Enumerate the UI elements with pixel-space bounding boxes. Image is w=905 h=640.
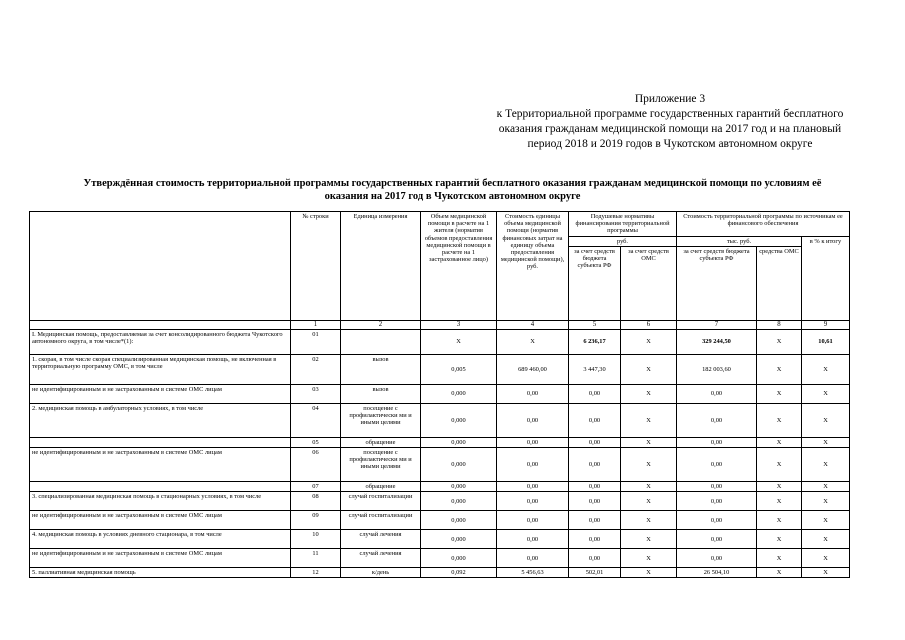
- header-program-cost: Стоимость территориальной программы по источникам ее финансового обеспечения: [677, 212, 850, 237]
- row-name: не идентифицированным и не застрахованным в системе ОМС лицам: [30, 511, 291, 530]
- table-row: [30, 403, 850, 437]
- row-name: 5. паллиативная медицинская помощь: [30, 568, 291, 578]
- document-title: [20, 177, 885, 203]
- table-row: [30, 482, 850, 492]
- row-pc-oms: X: [621, 492, 677, 511]
- row-pc-budget: 502,01: [569, 568, 621, 578]
- appendix-block: [420, 92, 905, 152]
- row-cost: 0,00: [497, 403, 569, 437]
- column-number: 3: [421, 320, 497, 329]
- row-pr-budget: 329 244,50: [677, 329, 757, 354]
- row-vol: 0,000: [421, 511, 497, 530]
- row-unit: случай госпитализации: [341, 511, 421, 530]
- row-name: не идентифицированным и не застрахованным в системе ОМС лицам: [30, 448, 291, 482]
- row-pct: X: [802, 403, 850, 437]
- row-pr-budget: 0,00: [677, 384, 757, 403]
- row-name: не идентифицированным и не застрахованным в системе ОМС лицам: [30, 549, 291, 568]
- row-pc-oms: X: [621, 568, 677, 578]
- column-number: 9: [802, 320, 850, 329]
- table-row: [30, 384, 850, 403]
- row-unit: вызов: [341, 354, 421, 384]
- row-number: 11: [291, 549, 341, 568]
- row-pr-oms: X: [757, 384, 802, 403]
- row-pct: X: [802, 492, 850, 511]
- row-pr-oms: X: [757, 492, 802, 511]
- row-number: 09: [291, 511, 341, 530]
- row-name: 1. скорая, в том числе скорая специализированная медицинская помощь, не включенная в территориальную программу ОМС, в том числе: [30, 354, 291, 384]
- row-pc-budget: 6 236,17: [569, 329, 621, 354]
- table-row: [30, 549, 850, 568]
- header-per-capita-budget: за счет средств бюджета субъекта РФ: [569, 246, 621, 320]
- row-pr-budget: 26 504,10: [677, 568, 757, 578]
- row-cost: 5 456,63: [497, 568, 569, 578]
- row-pr-budget: 0,00: [677, 437, 757, 447]
- row-pc-budget: 3 447,30: [569, 354, 621, 384]
- table-row: [30, 568, 850, 578]
- appendix-line-2: к Территориальной программе государственных гарантий бесплатного: [496, 108, 844, 120]
- header-rub: руб.: [569, 236, 677, 246]
- row-pr-oms: X: [757, 530, 802, 549]
- header-program-budget: за счет средств бюджета субъекта РФ: [677, 246, 757, 320]
- row-pr-oms: X: [757, 329, 802, 354]
- column-number: 2: [341, 320, 421, 329]
- row-unit: посещение с профилактически ми и иными целями: [341, 403, 421, 437]
- row-pct: X: [802, 354, 850, 384]
- row-vol: 0,000: [421, 482, 497, 492]
- row-vol: 0,000: [421, 448, 497, 482]
- row-pr-oms: X: [757, 403, 802, 437]
- row-pr-budget: 0,00: [677, 448, 757, 482]
- row-number: 01: [291, 329, 341, 354]
- appendix-line-3: оказания гражданам медицинской помощи на 2017 год и на плановый: [498, 123, 842, 135]
- row-pc-oms: X: [621, 354, 677, 384]
- row-number: 12: [291, 568, 341, 578]
- column-number-row: [30, 320, 850, 329]
- row-number: 02: [291, 354, 341, 384]
- row-pc-budget: 0,00: [569, 403, 621, 437]
- row-vol: X: [421, 329, 497, 354]
- row-pct: X: [802, 448, 850, 482]
- row-pct: X: [802, 511, 850, 530]
- row-pc-oms: X: [621, 530, 677, 549]
- row-unit: посещение с профилактически ми и иными целями: [341, 448, 421, 482]
- row-pct: 10,61: [802, 329, 850, 354]
- column-number: 1: [291, 320, 341, 329]
- row-number: 07: [291, 482, 341, 492]
- row-vol: 0,000: [421, 437, 497, 447]
- column-number: 5: [569, 320, 621, 329]
- appendix-line-4: период 2018 и 2019 годов в Чукотском автономном округе: [527, 138, 813, 150]
- row-cost: 689 460,00: [497, 354, 569, 384]
- row-cost: 0,00: [497, 482, 569, 492]
- header-program-oms: средства ОМС: [757, 246, 802, 320]
- row-pr-oms: X: [757, 549, 802, 568]
- row-pc-oms: X: [621, 448, 677, 482]
- row-unit: [341, 329, 421, 354]
- row-vol: 0,000: [421, 492, 497, 511]
- row-pc-oms: X: [621, 403, 677, 437]
- row-number: 10: [291, 530, 341, 549]
- row-number: 03: [291, 384, 341, 403]
- row-unit: случай госпитализации: [341, 492, 421, 511]
- row-pr-budget: 182 003,60: [677, 354, 757, 384]
- row-pr-oms: X: [757, 511, 802, 530]
- row-pr-budget: 0,00: [677, 511, 757, 530]
- row-pc-oms: X: [621, 511, 677, 530]
- table-row: [30, 329, 850, 354]
- row-pc-oms: X: [621, 549, 677, 568]
- row-pct: X: [802, 549, 850, 568]
- row-name: [30, 482, 291, 492]
- row-pc-budget: 0,00: [569, 448, 621, 482]
- row-cost: 0,00: [497, 437, 569, 447]
- header-unit: Единица измерения: [341, 212, 421, 321]
- row-number: 04: [291, 403, 341, 437]
- cost-table: [29, 211, 850, 578]
- row-pc-budget: 0,00: [569, 482, 621, 492]
- header-unit-cost: Стоимость единицы объема медицинской помощи (норматив финансовых затрат на единицу объема предоставления медицинской помощи), руб.: [497, 212, 569, 321]
- row-pct: X: [802, 530, 850, 549]
- row-cost: 0,00: [497, 511, 569, 530]
- header-name-cell: [30, 212, 291, 321]
- row-unit: обращение: [341, 437, 421, 447]
- row-pr-oms: X: [757, 448, 802, 482]
- row-name: 3. специализированная медицинская помощь в стационарных условиях, в том числе: [30, 492, 291, 511]
- row-cost: 0,00: [497, 384, 569, 403]
- row-vol: 0,000: [421, 549, 497, 568]
- row-name: 4. медицинская помощь в условиях дневного стационара, в том числе: [30, 530, 291, 549]
- row-pr-oms: X: [757, 482, 802, 492]
- row-cost: 0,00: [497, 492, 569, 511]
- header-percent-total: в % к итогу: [802, 236, 850, 320]
- row-number: 08: [291, 492, 341, 511]
- row-name: I. Медицинская помощь, предоставляемая за счет консолидированного бюджета Чукотского автономного округа, в том числе*(1):: [30, 329, 291, 354]
- row-pc-budget: 0,00: [569, 530, 621, 549]
- table-row: [30, 492, 850, 511]
- column-number: 4: [497, 320, 569, 329]
- header-row-number: № строки: [291, 212, 341, 321]
- row-name: не идентифицированным и не застрахованным в системе ОМС лицам: [30, 384, 291, 403]
- row-unit: случай лечения: [341, 549, 421, 568]
- column-number: 7: [677, 320, 757, 329]
- row-unit: обращение: [341, 482, 421, 492]
- row-pr-budget: 0,00: [677, 492, 757, 511]
- document-title-line-2: оказания на 2017 год в Чукотском автономном округе: [324, 191, 581, 202]
- row-cost: 0,00: [497, 549, 569, 568]
- row-number: 06: [291, 448, 341, 482]
- header-volume: Объем медицинской помощи в расчете на 1 жителя (норматив объемов предоставления медицинской помощи в расчете на 1 застрахованное лицо): [421, 212, 497, 321]
- row-name: [30, 437, 291, 447]
- row-vol: 0,092: [421, 568, 497, 578]
- document-title-line-1: Утверждённая стоимость территориальной программы государственных гарантий бесплатного оказания гражданам медицинской помощи по условиям её: [83, 178, 822, 189]
- column-number-empty: [30, 320, 291, 329]
- row-pc-budget: 0,00: [569, 511, 621, 530]
- column-number: 6: [621, 320, 677, 329]
- row-pct: X: [802, 437, 850, 447]
- row-vol: 0,000: [421, 530, 497, 549]
- table-row: [30, 511, 850, 530]
- row-pr-oms: X: [757, 354, 802, 384]
- row-pr-budget: 0,00: [677, 482, 757, 492]
- row-pr-budget: 0,00: [677, 403, 757, 437]
- row-unit: случай лечения: [341, 530, 421, 549]
- header-per-capita: Подушевые нормативы финансирования территориальной программы: [569, 212, 677, 237]
- row-pc-budget: 0,00: [569, 549, 621, 568]
- row-pc-budget: 0,00: [569, 384, 621, 403]
- header-row-1: [30, 212, 850, 237]
- row-pct: X: [802, 384, 850, 403]
- row-pr-oms: X: [757, 568, 802, 578]
- row-pct: X: [802, 568, 850, 578]
- row-pc-oms: X: [621, 329, 677, 354]
- row-pct: X: [802, 482, 850, 492]
- header-thousand-rub: тыс. руб.: [677, 236, 802, 246]
- header-per-capita-oms: за счет средств ОМС: [621, 246, 677, 320]
- appendix-line-1: Приложение 3: [634, 93, 706, 105]
- row-pc-oms: X: [621, 482, 677, 492]
- row-pc-budget: 0,00: [569, 492, 621, 511]
- table-row: [30, 437, 850, 447]
- row-unit: вызов: [341, 384, 421, 403]
- row-pc-budget: 0,00: [569, 437, 621, 447]
- row-name: 2. медицинская помощь в амбулаторных условиях, в том числе: [30, 403, 291, 437]
- row-pr-budget: 0,00: [677, 549, 757, 568]
- table-row: [30, 448, 850, 482]
- row-pr-oms: X: [757, 437, 802, 447]
- row-cost: 0,00: [497, 448, 569, 482]
- row-unit: к/день: [341, 568, 421, 578]
- row-number: 05: [291, 437, 341, 447]
- row-vol: 0,000: [421, 384, 497, 403]
- row-pc-oms: X: [621, 437, 677, 447]
- row-pc-oms: X: [621, 384, 677, 403]
- table-row: [30, 354, 850, 384]
- row-vol: 0,000: [421, 403, 497, 437]
- row-cost: X: [497, 329, 569, 354]
- table-row: [30, 530, 850, 549]
- row-pr-budget: 0,00: [677, 530, 757, 549]
- row-cost: 0,00: [497, 530, 569, 549]
- column-number: 8: [757, 320, 802, 329]
- row-vol: 0,005: [421, 354, 497, 384]
